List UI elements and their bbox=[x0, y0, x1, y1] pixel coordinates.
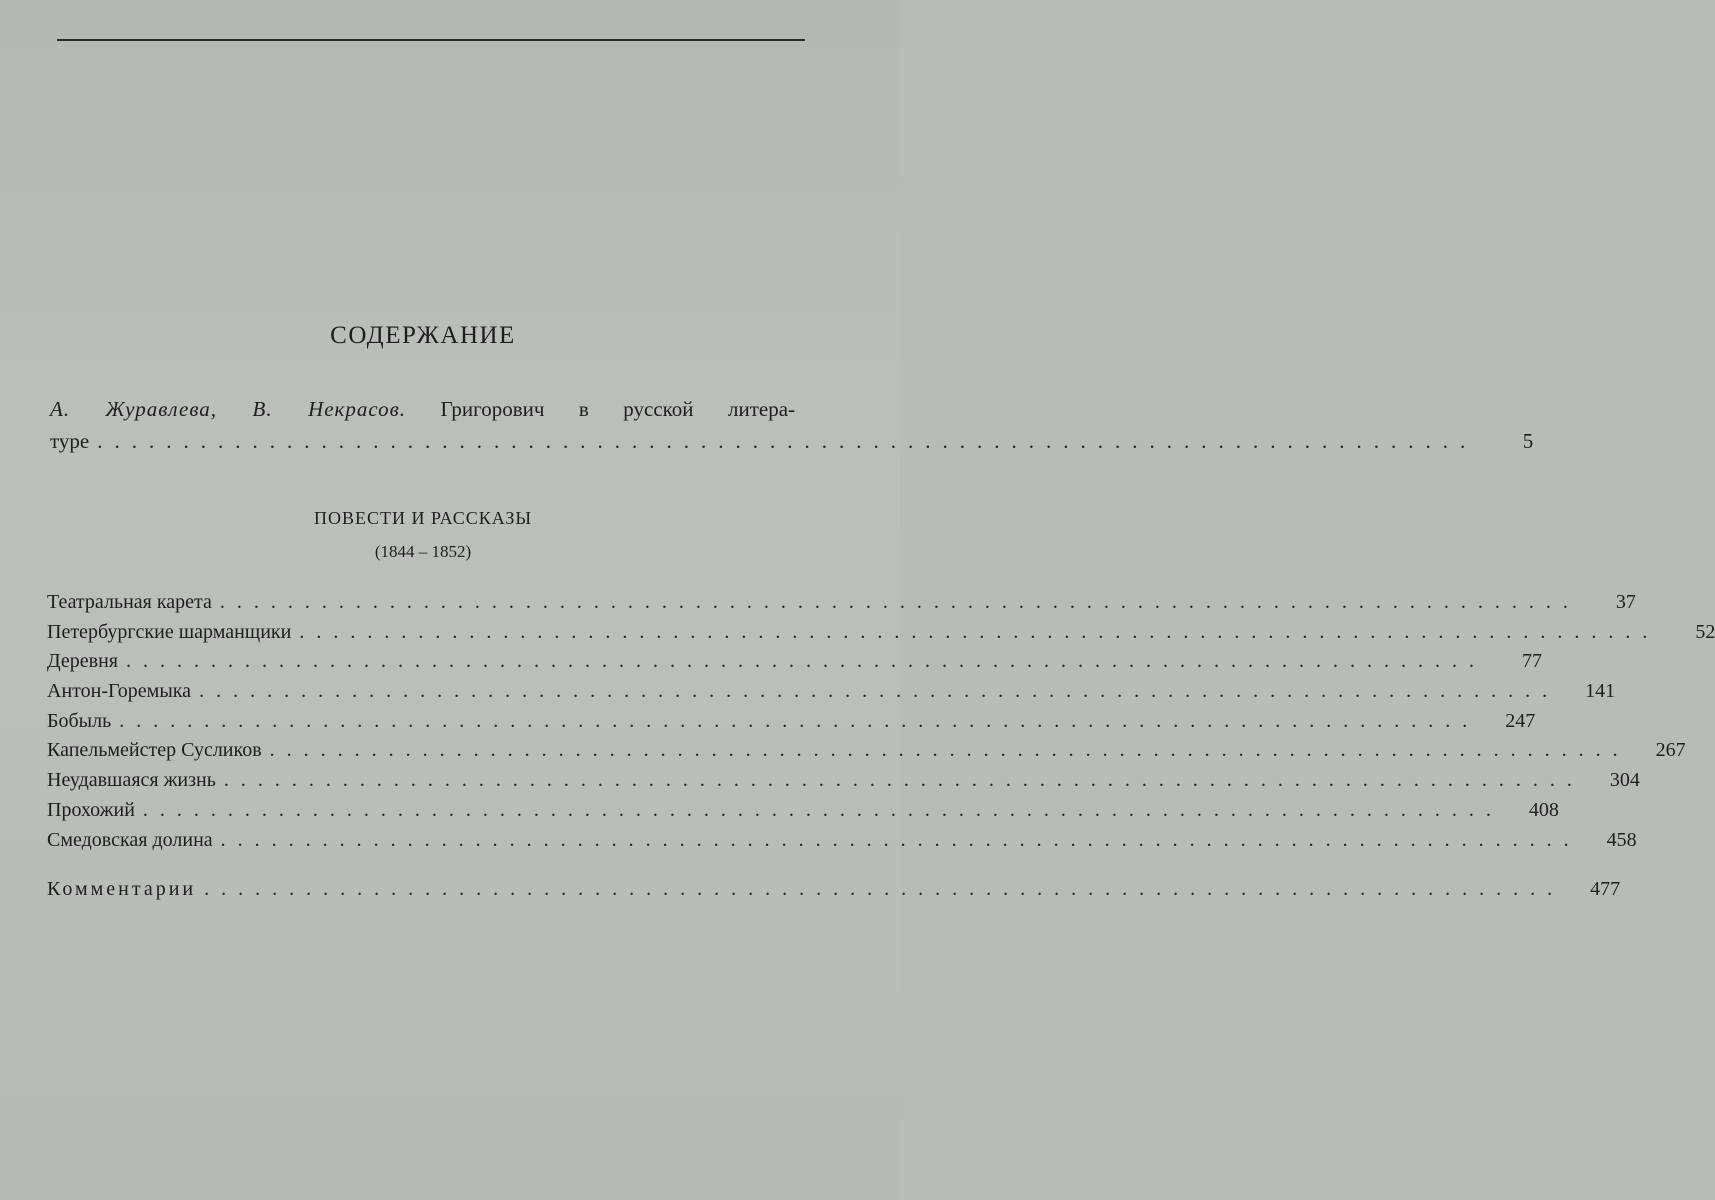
toc-entry-page: 52 bbox=[1695, 620, 1715, 643]
intro-title-part-1: Григорович в русской литера- bbox=[440, 397, 796, 421]
leader-dots: ................................................................................ bbox=[269, 739, 1630, 762]
toc-entry-title: Смедовская долина bbox=[47, 828, 213, 851]
intro-entry bbox=[50, 393, 1534, 457]
commentary-entry bbox=[47, 878, 1621, 901]
toc-entry-title: Капельмейстер Сусликов bbox=[47, 739, 262, 762]
leader-dots: ................................................................................ bbox=[199, 680, 1560, 703]
toc-entry-title: Антон-Горемыка bbox=[47, 680, 192, 703]
intro-line-2 bbox=[50, 425, 1534, 457]
leader-dots: ................................................................................ bbox=[204, 878, 1565, 900]
intro-line-1 bbox=[50, 393, 795, 425]
commentary-title: Комментарии bbox=[47, 878, 197, 900]
commentary-page-number: 477 bbox=[1590, 878, 1621, 900]
intro-title-part-2: туре bbox=[50, 429, 90, 453]
leader-dots: ................................................................................ bbox=[142, 798, 1503, 821]
toc-entry-page: 458 bbox=[1606, 828, 1637, 851]
toc-row bbox=[47, 798, 1559, 829]
toc-row bbox=[47, 709, 1536, 740]
toc-entry-title: Петербургские шарманщики bbox=[47, 620, 292, 643]
toc-entry-page: 141 bbox=[1585, 680, 1616, 703]
section-heading: ПОВЕСТИ И РАССКАЗЫ bbox=[313, 508, 533, 528]
intro-authors: А. Журавлева, В. Некрасов. bbox=[50, 397, 407, 421]
section-years: (1844 – 1852) bbox=[374, 542, 472, 561]
toc-row bbox=[47, 878, 1621, 901]
toc-row bbox=[47, 739, 1686, 769]
toc-row bbox=[47, 680, 1616, 710]
toc-row bbox=[47, 828, 1637, 859]
toc-entry-page: 77 bbox=[1522, 650, 1542, 673]
toc-row bbox=[47, 769, 1640, 799]
leader-dots: ................................................................................ bbox=[126, 650, 1486, 673]
toc-entry-page: 247 bbox=[1505, 709, 1536, 732]
top-rule bbox=[57, 39, 805, 41]
toc-row bbox=[47, 591, 1636, 621]
toc-entry-page: 37 bbox=[1615, 591, 1636, 613]
leader-dots: ................................................................................ bbox=[223, 769, 1584, 792]
toc-row bbox=[47, 620, 1715, 651]
leader-dots: ................................................................................ bbox=[299, 620, 1660, 643]
toc-entry-title: Бобыль bbox=[47, 709, 112, 732]
intro-page-number: 5 bbox=[1522, 429, 1534, 453]
toc-list bbox=[47, 591, 1715, 858]
toc-entry-page: 408 bbox=[1528, 798, 1559, 821]
toc-row bbox=[47, 650, 1542, 680]
page-title: СОДЕРЖАНИЕ bbox=[330, 322, 516, 349]
leader-dots: ................................................................................ bbox=[219, 591, 1580, 613]
toc-entry-title: Деревня bbox=[47, 650, 118, 673]
toc-entry-title: Прохожий bbox=[47, 798, 135, 821]
toc-entry-page: 304 bbox=[1609, 769, 1640, 792]
toc-entry-page: 267 bbox=[1655, 739, 1686, 762]
leader-dots: ................................................................................ bbox=[220, 828, 1581, 851]
leader-dots: ................................................................................ bbox=[97, 429, 1478, 453]
toc-entry-title: Театральная карета bbox=[47, 591, 212, 613]
toc-entry-title: Неудавшаяся жизнь bbox=[47, 769, 216, 792]
leader-dots: ................................................................................ bbox=[119, 709, 1480, 732]
